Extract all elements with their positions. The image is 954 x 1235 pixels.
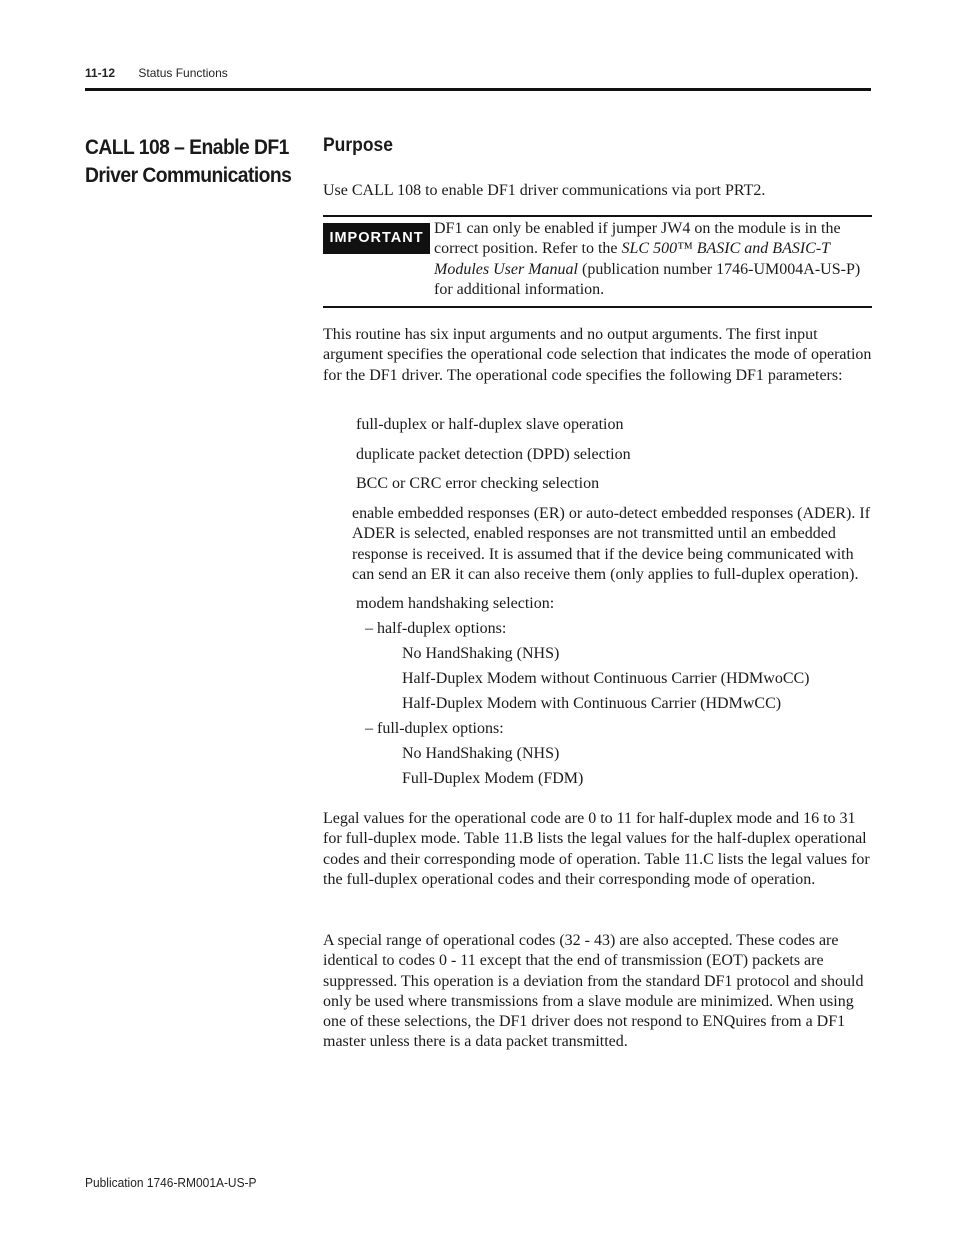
list-item: modem handshaking selection:: [356, 595, 555, 612]
publication-footer: Publication 1746-RM001A-US-P: [85, 1175, 257, 1190]
full-duplex-label: – full-duplex options:: [365, 720, 504, 737]
list-item: BCC or CRC error checking selection: [356, 475, 600, 492]
important-badge: IMPORTANT: [323, 223, 430, 254]
sub-list-item: Half-Duplex Modem with Continuous Carrier (HDMwCC): [402, 695, 782, 712]
important-note: [434, 219, 872, 300]
manual-title: SLC 500™ BASIC and BASIC-T Modules User Manual: [434, 240, 830, 278]
half-duplex-label: – half-duplex options:: [365, 620, 507, 637]
chapter-title: Status Functions: [138, 66, 228, 80]
page-number: 11-12: [85, 66, 116, 80]
list-item: duplicate packet detection (DPD) selection: [356, 446, 631, 463]
important-text-before: DF1 can only be enabled if jumper JW4 on the module is in the correct position. Refer to the: [434, 220, 841, 258]
header-rule: [85, 88, 871, 91]
sub-list-item: Full-Duplex Modem (FDM): [402, 770, 584, 787]
paragraph-arguments: This routine has six input arguments and no output arguments. The first input argument specifies the operational code selection that indicates the mode of operation for the DF1 driver. The operational code specifies the following DF1 parameters:: [323, 326, 872, 384]
sub-list-item: Half-Duplex Modem without Continuous Carrier (HDMwoCC): [402, 670, 810, 687]
list-item: enable embedded responses (ER) or auto-detect embedded responses (ADER). If ADER is selected, enabled responses are not transmitted until an embedded response is received. It is assumed that if the device being communicated with can send an ER it can also receive them (only applies to full-duplex operation).: [352, 505, 871, 583]
purpose-heading: Purpose: [323, 135, 393, 156]
sub-list-item: No HandShaking (NHS): [402, 645, 560, 662]
sub-list-item: No HandShaking (NHS): [402, 745, 560, 762]
running-header: [85, 66, 228, 80]
list-item: full-duplex or half-duplex slave operation: [356, 416, 624, 433]
paragraph-special-range: A special range of operational codes (32 - 43) are also accepted. These codes are identical to codes 0 - 11 except that the end of transmission (EOT) packets are suppressed. This operation is a deviation from the standard DF1 protocol and should only be used where transmissions from a slave module are minimized. When using one of these selections, the DF1 driver does not respond to ENQuires from a DF1 master unless there is a data packet transmitted.: [323, 932, 864, 1051]
important-bottom-rule: [323, 306, 872, 308]
paragraph-legal-values: Legal values for the operational code are 0 to 11 for half-duplex mode and 16 to 31 for full-duplex mode. Table 11.B lists the legal values for the half-duplex operational codes and their corresponding mode of operation. Table 11.C lists the legal values for the full-duplex operational codes and their corresponding mode of operation.: [323, 810, 870, 888]
intro-paragraph: Use CALL 108 to enable DF1 driver communications via port PRT2.: [323, 182, 766, 199]
important-text-after: (publication number 1746-UM004A-US-P) for additional information.: [434, 260, 861, 298]
section-title: CALL 108 – Enable DF1 Driver Communications: [85, 136, 292, 187]
important-top-rule: [323, 215, 872, 217]
